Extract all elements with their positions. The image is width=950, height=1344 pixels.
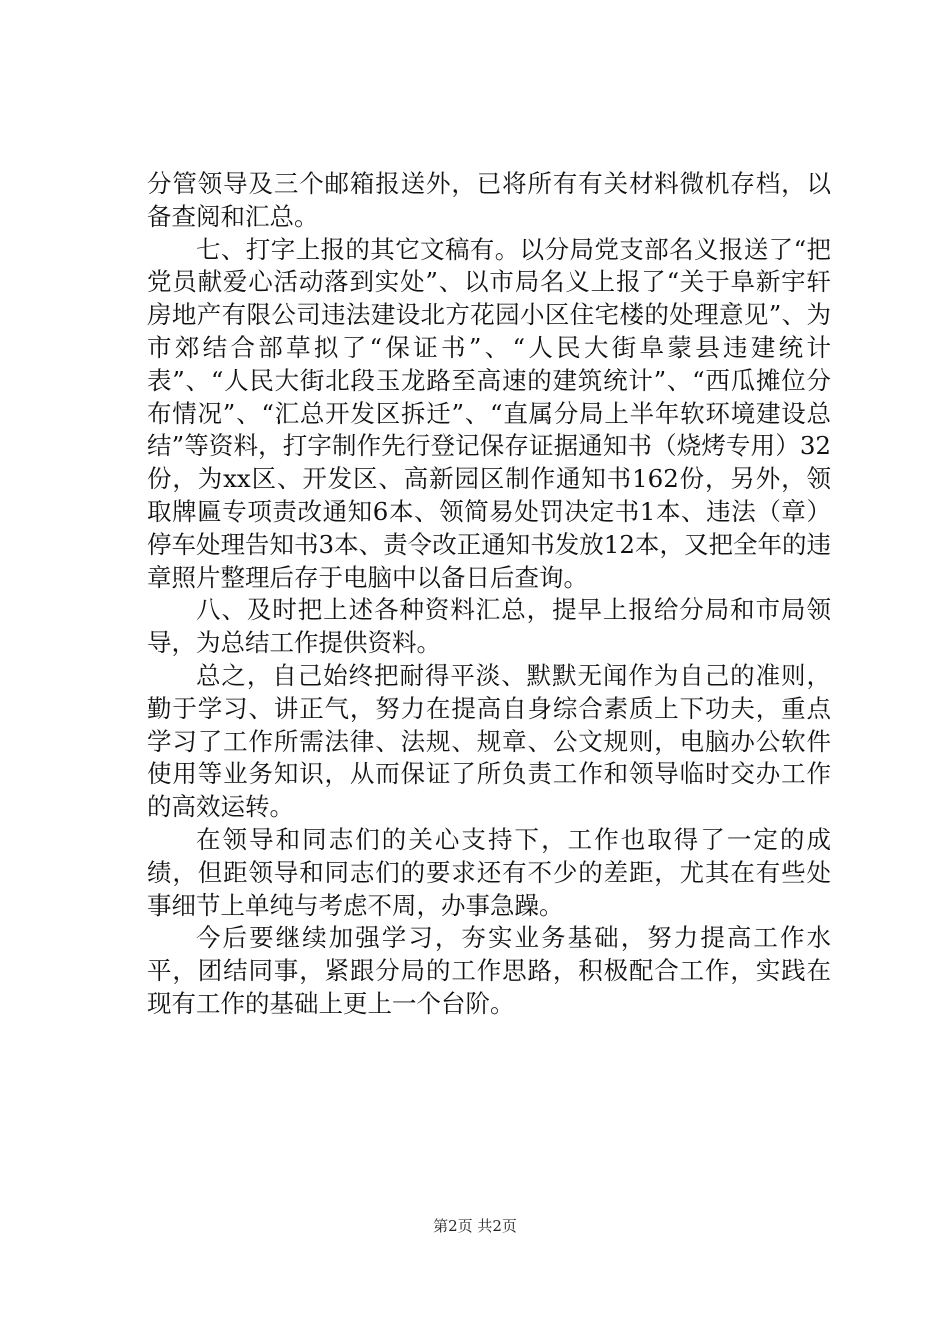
paragraph-future-plans: 今后要继续加强学习，夯实业务基础，努力提高工作水平，团结同事，紧跟分局的工作思路，积极配合工作，实践在现有工作的基础上更上一个台阶。 [147,923,831,1018]
paragraph-summary: 总之，自己始终把耐得平淡、默默无闻作为自己的准则，勤于学习、讲正气，努力在提高自身综合素质上下功夫，重点学习了工作所需法律、法规、规章、公文规则，电脑办公软件使用等业务知识，从而保证了所负责工作和领导临时交办工作的高效运转。 [147,660,831,822]
paragraph-shortcomings: 在领导和同志们的关心支持下，工作也取得了一定的成绩，但距领导和同志们的要求还有不少的差距，尤其在有些处事细节上单纯与考虑不周，办事急躁。 [147,824,831,920]
paragraph-item-seven: 七、打字上报的其它文稿有。以分局党支部名义报送了“把党员献爱心活动落到实处”、以市局名义上报了“关于阜新宇轩房地产有限公司违法建设北方花园小区住宅楼的处理意见”、为市郊结合部草拟了“保证书”、“人民大街阜蒙县违建统计表”、“人民大街北段玉龙路至高速的建筑统计”、“西瓜摊位分布情况”、“汇总开发区拆迁”、“直属分局上半年软环境建设总结”等资料，打字制作先行登记保存证据通知书（烧烤专用）32份，为xx区、开发区、高新园区制作通知书162份，另外，领取牌匾专项责改通知6本、领简易处罚决定书1本、违法（章）停车处理告知书3本、责令改正通知书发放12本，又把全年的违章照片整理后存于电脑中以备日后查询。 [147,234,831,592]
paragraph-continuation: 分管领导及三个邮箱报送外，已将所有有关材料微机存档，以备查阅和汇总。 [147,169,831,231]
document-body [147,168,831,1021]
page-number-footer: 第2页 共2页 [433,1217,517,1235]
paragraph-item-eight: 八、及时把上述各种资料汇总，提早上报给分局和市局领导，为总结工作提供资料。 [147,595,831,658]
